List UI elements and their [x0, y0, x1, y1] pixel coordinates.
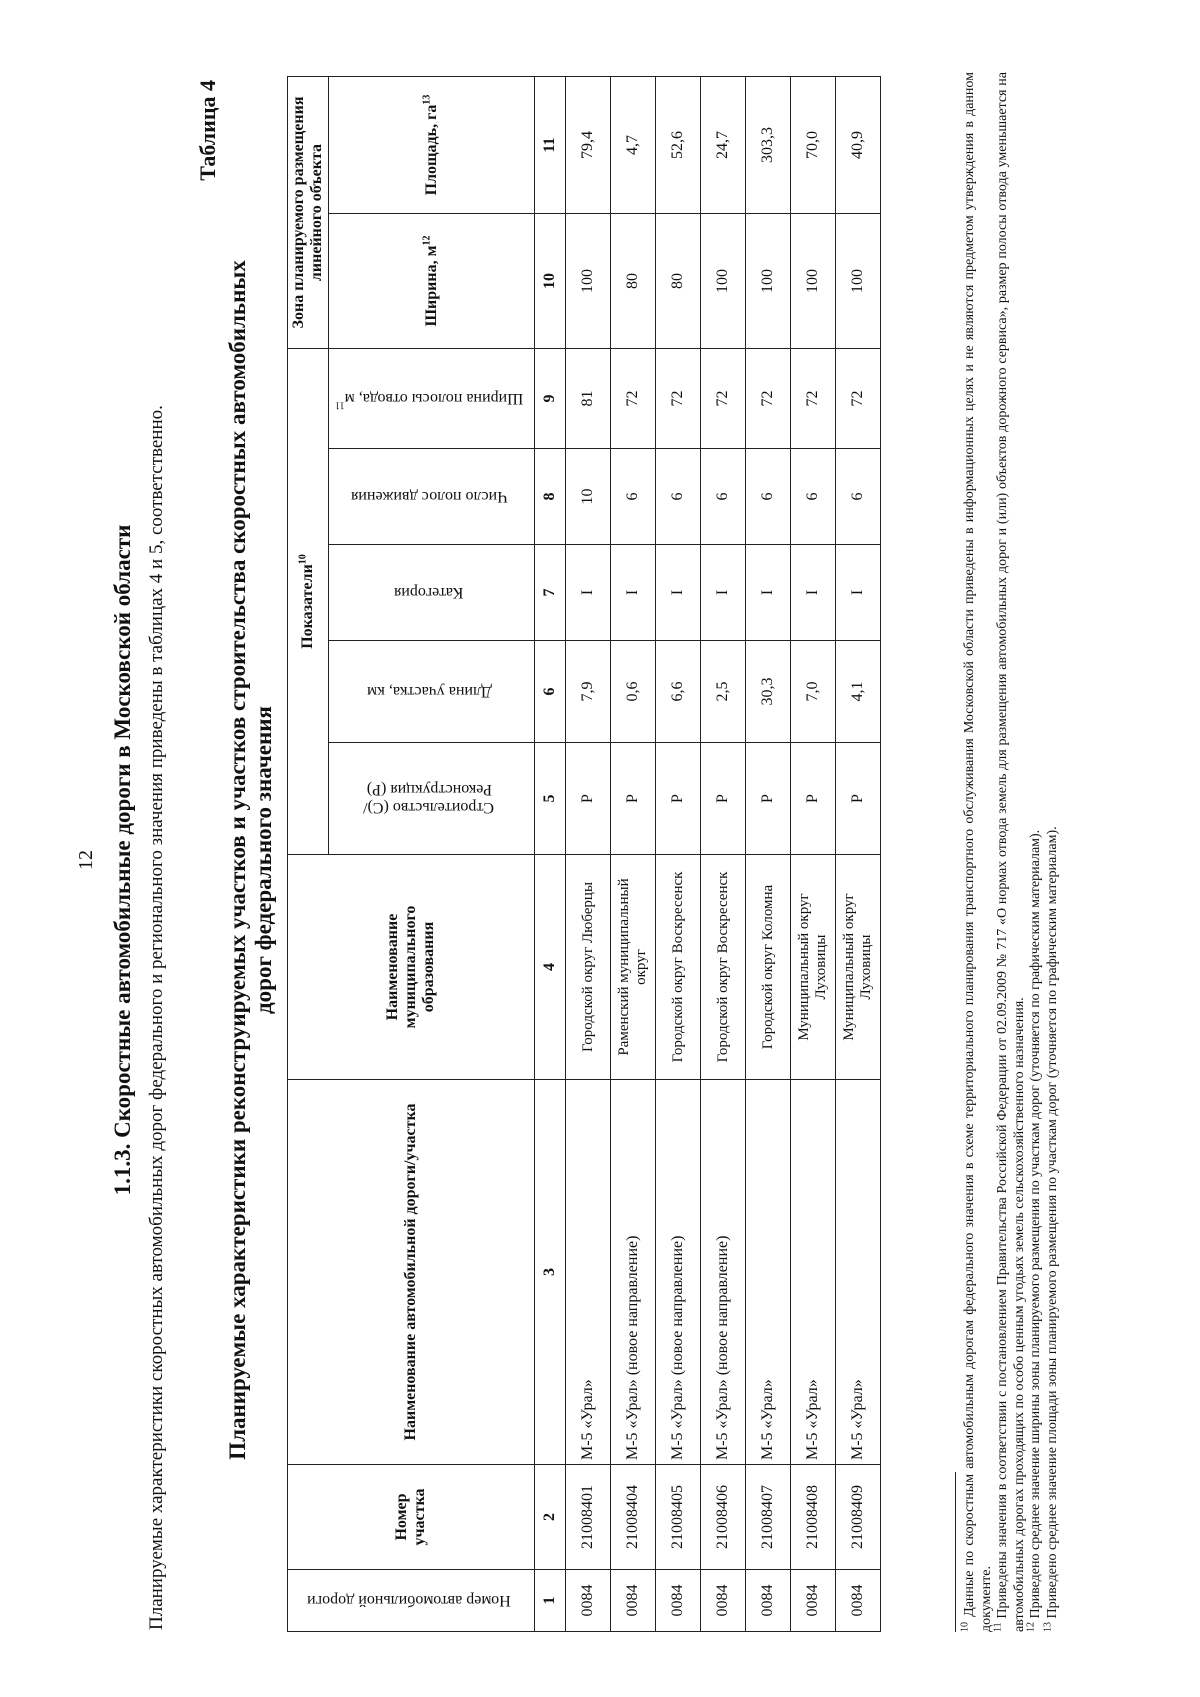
column-number: 5 — [535, 743, 566, 855]
cell-road-number: 0084 — [566, 1570, 611, 1632]
cell-section-number: 21008404 — [611, 1465, 656, 1570]
cell-zone-width: 80 — [611, 214, 656, 349]
cell-road-name: М-5 «Урал» — [746, 1080, 791, 1465]
header-lanes: Число полос движения — [329, 449, 535, 545]
cell-build-type: Р — [611, 743, 656, 855]
header-municipality: Наименование муниципального образования — [288, 855, 535, 1080]
cell-zone-width: 100 — [566, 214, 611, 349]
characteristics-table — [287, 76, 881, 1632]
cell-zone-width: 100 — [791, 214, 836, 349]
footnotes — [955, 72, 1061, 1632]
cell-row-width: 72 — [791, 349, 836, 449]
cell-municipality: Городской округ Коломна — [746, 855, 791, 1080]
cell-build-type: Р — [836, 743, 881, 855]
footnote-11: $^{11}$ Приведены значения в соответствии с постановлением Правительства Российской Федерации от 02.09.2009 № 717 «О нормах отвода земель для размещения автомобильных дорог и (или) объектов дорожного сервиса», размер полосы отвода уменьшается на автомобильных дорогах проходящих по особо ценным угодьях земель сельскохозяйственного назначения. — [992, 72, 1027, 1632]
cell-municipality: Городской округ Люберцы — [566, 855, 611, 1080]
cell-lanes: 6 — [611, 449, 656, 545]
cell-section-number: 21008401 — [566, 1465, 611, 1570]
cell-zone-area: 24,7 — [701, 76, 746, 213]
cell-zone-area: 70,0 — [791, 76, 836, 213]
cell-section-number: 21008409 — [836, 1465, 881, 1570]
table-row — [566, 76, 611, 1631]
header-length: Длина участка, км — [329, 641, 535, 743]
cell-zone-area: 52,6 — [656, 76, 701, 213]
column-number: 10 — [535, 214, 566, 349]
table-row — [611, 76, 656, 1631]
table-row — [791, 76, 836, 1631]
cell-lanes: 6 — [656, 449, 701, 545]
cell-road-name: М-5 «Урал» (новое направление) — [656, 1080, 701, 1465]
table-caption: Таблица 4 — [195, 80, 220, 181]
table-row — [656, 76, 701, 1631]
cell-lanes: 6 — [746, 449, 791, 545]
cell-road-number: 0084 — [611, 1570, 656, 1632]
cell-zone-width: 100 — [836, 214, 881, 349]
cell-row-width: 72 — [746, 349, 791, 449]
column-number: 7 — [535, 545, 566, 641]
footnote-divider — [955, 1472, 956, 1632]
cell-lanes: 10 — [566, 449, 611, 545]
cell-lanes: 6 — [836, 449, 881, 545]
header-row-1 — [288, 76, 329, 1631]
header-road-name: Наименование автомобильной дороги/участка — [288, 1080, 535, 1465]
cell-municipality: Раменский муниципальный округ — [611, 855, 656, 1080]
column-number: 11 — [535, 76, 566, 213]
footnote-12: $^{12}$ Приведено среднее значение ширины зоны планируемого размещения по участкам дорог (уточняется по графическим материалам). — [1025, 829, 1043, 1632]
cell-category: I — [836, 545, 881, 641]
cell-road-number: 0084 — [836, 1570, 881, 1632]
cell-lanes: 6 — [791, 449, 836, 545]
cell-category: I — [701, 545, 746, 641]
cell-zone-area: 4,7 — [611, 76, 656, 213]
column-number: 9 — [535, 349, 566, 449]
column-number: 1 — [535, 1570, 566, 1632]
cell-road-number: 0084 — [746, 1570, 791, 1632]
cell-length: 4,1 — [836, 641, 881, 743]
cell-build-type: Р — [791, 743, 836, 855]
cell-length: 2,5 — [701, 641, 746, 743]
column-number: 4 — [535, 855, 566, 1080]
cell-road-number: 0084 — [656, 1570, 701, 1632]
column-number: 8 — [535, 449, 566, 545]
cell-row-width: 72 — [701, 349, 746, 449]
header-section-number: Номер участка — [288, 1465, 535, 1570]
cell-row-width: 72 — [836, 349, 881, 449]
page-number: 12 — [75, 850, 97, 870]
header-indicators: Показатели$^{10}$ — [288, 349, 329, 855]
cell-row-width: 72 — [611, 349, 656, 449]
header-build-type: Строительство (С)/ Реконструкция (Р) — [329, 743, 535, 855]
header-road-number: Номер автомобильной дороги — [288, 1570, 535, 1632]
cell-zone-area: 40,9 — [836, 76, 881, 213]
cell-municipality: Муниципальный округ Луховицы — [836, 855, 881, 1080]
rotated-page — [65, 60, 1165, 1660]
table-row — [746, 76, 791, 1631]
cell-length: 7,9 — [566, 641, 611, 743]
cell-build-type: Р — [701, 743, 746, 855]
cell-road-number: 0084 — [701, 1570, 746, 1632]
cell-length: 30,3 — [746, 641, 791, 743]
header-zone-area: Площадь, $га^{13}$ — [329, 76, 535, 213]
cell-road-number: 0084 — [791, 1570, 836, 1632]
cell-zone-width: 80 — [656, 214, 701, 349]
cell-build-type: Р — [566, 743, 611, 855]
header-zone-width: Ширина, $м^{12}$ — [329, 214, 535, 349]
cell-section-number: 21008408 — [791, 1465, 836, 1570]
cell-road-name: М-5 «Урал» — [836, 1080, 881, 1465]
table-title: Планируемые характеристики реконструируемых участков и участков строительства скоростных автомобильных дорог федерального значения — [225, 260, 276, 1460]
cell-length: 6,6 — [656, 641, 701, 743]
footnote-10: $^{10}$ Данные по скоростным автомобильным дорогам федерального значения в схеме территориального планирования транспортного обслуживания Московской области приведены в информационных целях и не являются предметом утверждения в данном документе. — [959, 72, 994, 1632]
cell-category: I — [611, 545, 656, 641]
column-number: 3 — [535, 1080, 566, 1465]
cell-lanes: 6 — [701, 449, 746, 545]
header-category: Категория — [329, 545, 535, 641]
intro-paragraph: Планируемые характеристики скоростных автомобильных дорог федерального и регионального значения приведены в таблицах 4 и 5, соответственно. — [146, 405, 167, 1630]
cell-zone-area: 303,3 — [746, 76, 791, 213]
cell-build-type: Р — [656, 743, 701, 855]
cell-zone-width: 100 — [746, 214, 791, 349]
cell-zone-width: 100 — [701, 214, 746, 349]
column-number: 6 — [535, 641, 566, 743]
table-row — [836, 76, 881, 1631]
cell-length: 7,0 — [791, 641, 836, 743]
cell-category: I — [566, 545, 611, 641]
cell-zone-area: 79,4 — [566, 76, 611, 213]
cell-municipality: Городской округ Воскресенск — [656, 855, 701, 1080]
cell-road-name: М-5 «Урал» — [791, 1080, 836, 1465]
cell-municipality: Городской округ Воскресенск — [701, 855, 746, 1080]
cell-road-name: М-5 «Урал» — [566, 1080, 611, 1465]
cell-municipality: Муниципальный округ Луховицы — [791, 855, 836, 1080]
cell-category: I — [791, 545, 836, 641]
cell-row-width: 72 — [656, 349, 701, 449]
column-number: 2 — [535, 1465, 566, 1570]
footnote-13: $^{13}$ Приведено среднее значение площади зоны планируемого размещения по участкам дорог (уточняется по графическим материалам). — [1041, 826, 1060, 1632]
header-zone: Зона планируемого размещения линейного объекта — [288, 76, 329, 348]
cell-section-number: 21008407 — [746, 1465, 791, 1570]
cell-category: I — [656, 545, 701, 641]
cell-section-number: 21008405 — [656, 1465, 701, 1570]
cell-build-type: Р — [746, 743, 791, 855]
column-number-row — [535, 76, 566, 1631]
header-row-width: Ширина полосы отвода, $м^{11}$ — [329, 349, 535, 449]
cell-section-number: 21008406 — [701, 1465, 746, 1570]
cell-category: I — [746, 545, 791, 641]
cell-row-width: 81 — [566, 349, 611, 449]
cell-road-name: М-5 «Урал» (новое направление) — [701, 1080, 746, 1465]
cell-length: 0,6 — [611, 641, 656, 743]
cell-road-name: М-5 «Урал» (новое направление) — [611, 1080, 656, 1465]
section-title: 1.1.3. Скоростные автомобильные дороги в Московской области — [110, 524, 135, 1196]
table-row — [701, 76, 746, 1631]
